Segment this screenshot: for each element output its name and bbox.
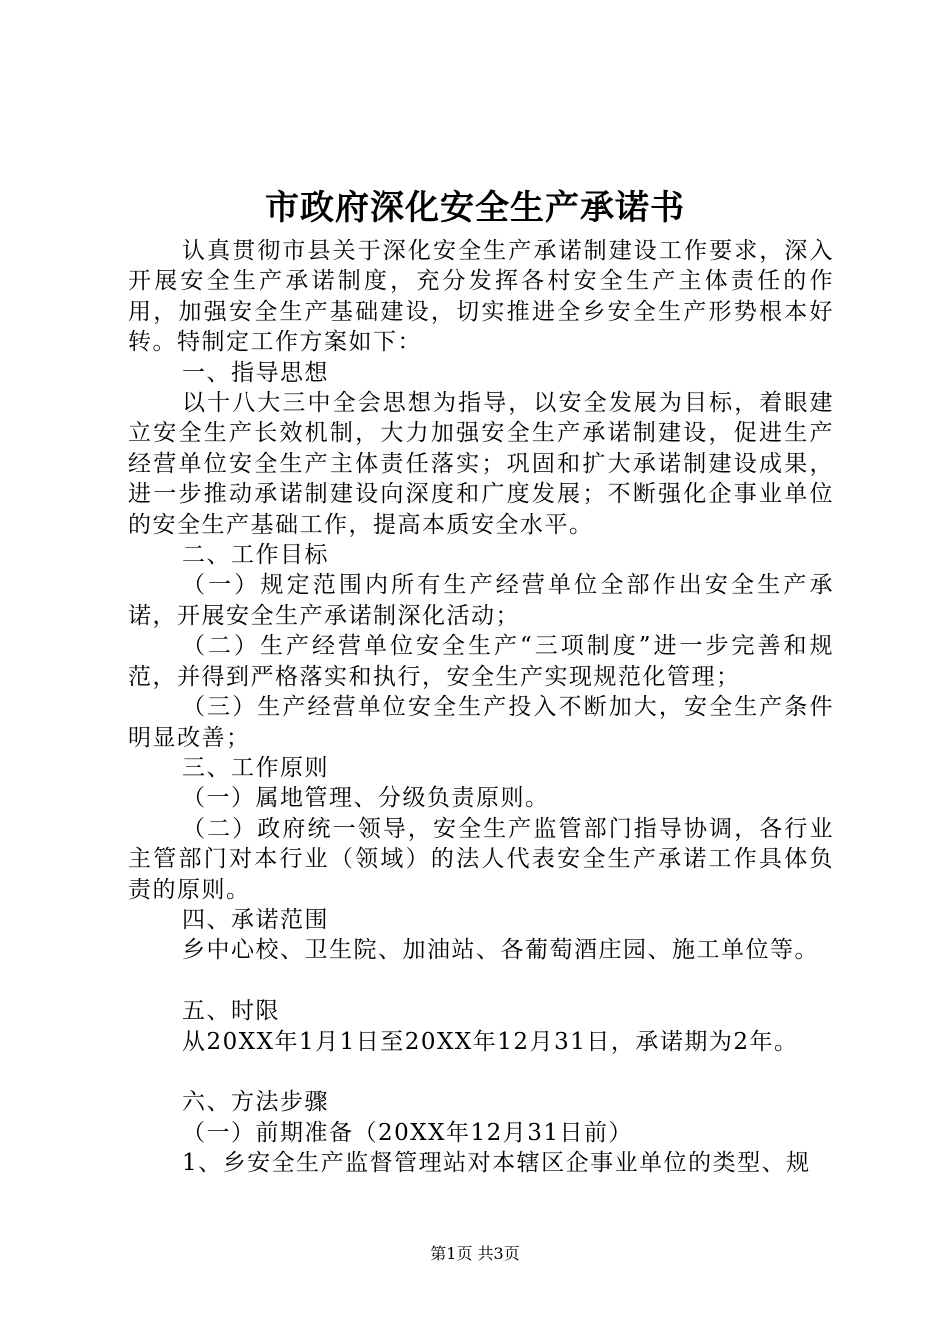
paragraph-guiding-ideology: 以十八大三中全会思想为指导，以安全发展为目标，着眼建立安全生产长效机制，大力加强安全生产承诺制建设，促进生产经营单位安全生产主体责任落实；巩固和扩大承诺制建设成果，进一步推动承诺制建设向深度和广度发展；不断强化企事业单位的安全生产基础工作，提高本质安全水平。 (128, 390, 834, 538)
paragraph-time-limit: 从20XX年1月1日至20XX年12月31日，承诺期为2年。 (182, 1028, 799, 1055)
paragraph-commitment-scope: 乡中心校、卫生院、加油站、各葡萄酒庄园、施工单位等。 (182, 937, 819, 964)
paragraph-goal-3: （三）生产经营单位安全生产投入不断加大，安全生产条件明显改善； (128, 694, 834, 751)
spacer (128, 966, 834, 996)
spacer (128, 1057, 834, 1087)
paragraph-principle-2: （二）政府统一领导，安全生产监管部门指导协调，各行业主管部门对本行业（领域）的法人代表安全生产承诺工作具体负责的原则。 (128, 815, 834, 903)
paragraph-goal-1: （一）规定范围内所有生产经营单位全部作出安全生产承诺，开展安全生产承诺制深化活动； (128, 572, 834, 629)
paragraph-goal-2: （二）生产经营单位安全生产“三项制度”进一步完善和规范，并得到严格落实和执行，安全生产实现规范化管理； (128, 633, 834, 690)
heading-guiding-ideology: 一、指导思想 (182, 359, 329, 386)
paragraph-intro: 认真贯彻市县关于深化安全生产承诺制建设工作要求，深入开展安全生产承诺制度，充分发挥各村安全生产主体责任的作用，加强安全生产基础建设，切实推进全乡安全生产形势根本好转。特制定工作方案如下： (128, 238, 834, 356)
heading-time-limit: 五、时限 (182, 998, 280, 1025)
paragraph-principle-1: （一）属地管理、分级负责原则。 (182, 785, 550, 812)
document-title: 市政府深化安全生产承诺书 (265, 188, 685, 228)
paragraph-step-preparation: （一）前期准备（20XX年12月31日前） (182, 1119, 634, 1146)
document-body (128, 236, 834, 1179)
page-number-footer: 第1页 共3页 (430, 1244, 520, 1263)
heading-work-goals: 二、工作目标 (182, 542, 329, 569)
heading-method-steps: 六、方法步骤 (182, 1089, 329, 1116)
heading-commitment-scope: 四、承诺范围 (182, 906, 329, 933)
paragraph-step-1: 1、乡安全生产监督管理站对本辖区企事业单位的类型、规 (182, 1150, 811, 1177)
heading-work-principles: 三、工作原则 (182, 754, 329, 781)
